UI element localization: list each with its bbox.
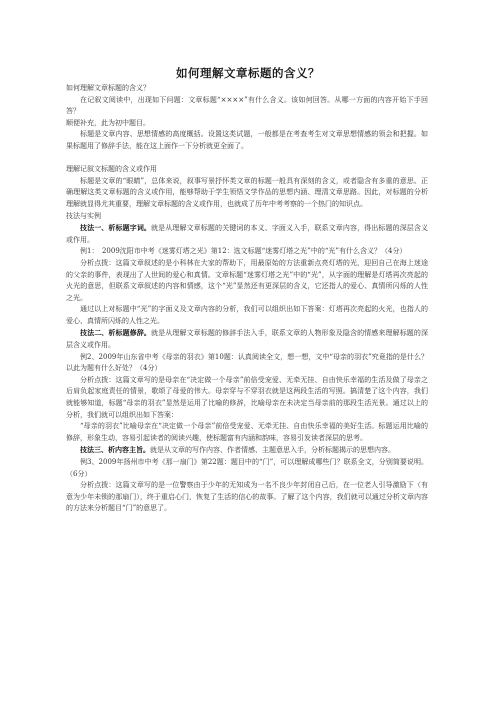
technique-1 <box>66 222 428 246</box>
technique-2-label: 技法二、析标题修辞。 <box>80 328 152 338</box>
subsection-heading: 技法与实例 <box>66 211 101 220</box>
question-note: 顺便补充，此为初中题目。 <box>66 118 150 127</box>
technique-2 <box>66 327 428 351</box>
analysis-1-answer: 通过以上对标题中“光”的字面义及文章内容的分析，我们可以组织出如下答案：灯塔再次亮起的火光，也指人的爱心、真情所闪烁的人性之光。 <box>66 305 428 325</box>
analysis-1: 分析点拨：这篇文章叙述的是小科林在大家的帮助下，用最原始的方法重新点亮灯塔的光，迎回自己在海上迷途的父亲的事件，表现出了人世间的爱心和真情。文章标题“迷雾灯塔之光”中的“光”，从字面的理解是灯塔再次亮起的火光的意思，但联系文章叙述的内容和情感，这个“光”显然还有更深层的含义，它还指人的爱心、真情所闪烁的人性之光。 <box>66 258 428 302</box>
question-line: 如何理解文章标题的含义？ <box>66 84 150 92</box>
analysis-2-answer: “母亲的羽衣”比喻母亲在“决定做一个母亲”前倍受宠爱、无牵无挂、自由快乐幸福的美好生活。标题运用比喻的修辞，形象生动，容易引起读者的阅读兴趣，使标题富有内涵和韵味，容易引发读者深层的思考。 <box>66 422 428 442</box>
analysis-3: 分析点拨：这篇文章写的是一位警察由于少年的无知成为一名不良少年封闭自己后，在一位老人引导激励下（有意为少年未锁的那扇门），终于重启心门，恢复了生活的信心的故事。了解了这个内容，我们就可以通过分析文章内容的方法来分析题目“门”的意思了。 <box>66 481 428 513</box>
technique-3-text: 就是从文章的写作内容、作者情感、主题意思入手，分析标题揭示的思想内容。 <box>150 446 395 455</box>
example-1: 例1： 2009沈阳市中考《迷雾灯塔之光》第12：选文标题“迷雾灯塔之光”中的“光”有什么含义？（4分） <box>80 247 407 256</box>
answer-summary: 标题是文章内容、思想情感的高度概括。设置这类试题，一般都是在考查考生对文章思想情感的领会和把握。如果标题用了修辞手法，能在这上面作一下分析就更全面了。 <box>66 130 428 150</box>
analysis-2: 分析点拨：这篇文章写的是母亲在“决定做一个母亲”前倍受宠爱、无牵无挂、自由快乐幸福的生活及做了母亲之后肩负起家庭责任的情景，歌颂了母爱的伟大。母亲穿与不穿羽衣就是这两段生活的写照。搞清楚了这个内容，我们就能够知道，标题“母亲的羽衣”显然是运用了比喻的修辞，比喻母亲在未决定当母亲前的那段生活光景。通过以上的分析，我们就可以组织出如下答案： <box>66 375 428 419</box>
document-body <box>66 83 428 515</box>
technique-1-label: 技法一、析标题字词。 <box>80 223 152 233</box>
section-heading: 理解记叙文标题的含义或作用 <box>66 165 157 174</box>
page-title: 如何理解文章标题的含义？ <box>176 66 320 80</box>
spacer <box>66 153 428 165</box>
technique-1-text: 就是从理解文章标题的关键词的本义、字面义入手，联系文章内容，得出标题的深层含义或作用。 <box>66 224 429 244</box>
intro-paragraph: 标题是文章的“眼睛”，总体来说，叙事写景抒怀类文章的标题一般具有深刻的含义，或者隐含有多重的意思。正确理解这类文章标题的含义或作用，能够帮助于学生领悟文学作品的思想内涵、理清文章思路。因此，对标题的分析理解就显得尤其重要，理解文章标题的含义或作用，也就成了历年中考考察的一个热门的知识点。 <box>66 176 428 208</box>
example-3: 例3、2009年扬州市中考《那一扇门》第22题：题目中的“门”，可以理解成哪些门？联系全文，分别简要说明。（6分） <box>66 458 428 478</box>
technique-3-label: 技法三、析内容主旨。 <box>80 445 150 455</box>
technique-3 <box>66 444 428 457</box>
example-2: 例2、2009年山东省中考《母亲的羽衣》第10题：认真阅读全文，想一想，文中“母亲的羽衣”究竟指的是什么？以此为题有什么好处？（4分） <box>66 352 428 373</box>
technique-2-text: 就是从理解文章标题的修辞手法入手，联系文章的人物形象及隐含的情感来理解标题的深层含义或作用。 <box>66 329 429 350</box>
question-detail: 在记叙文阅读中，出现如下问题：文章标题“××××”有什么含义。该如何回答。从哪一方面的内容开始下手回答？ <box>66 95 428 116</box>
